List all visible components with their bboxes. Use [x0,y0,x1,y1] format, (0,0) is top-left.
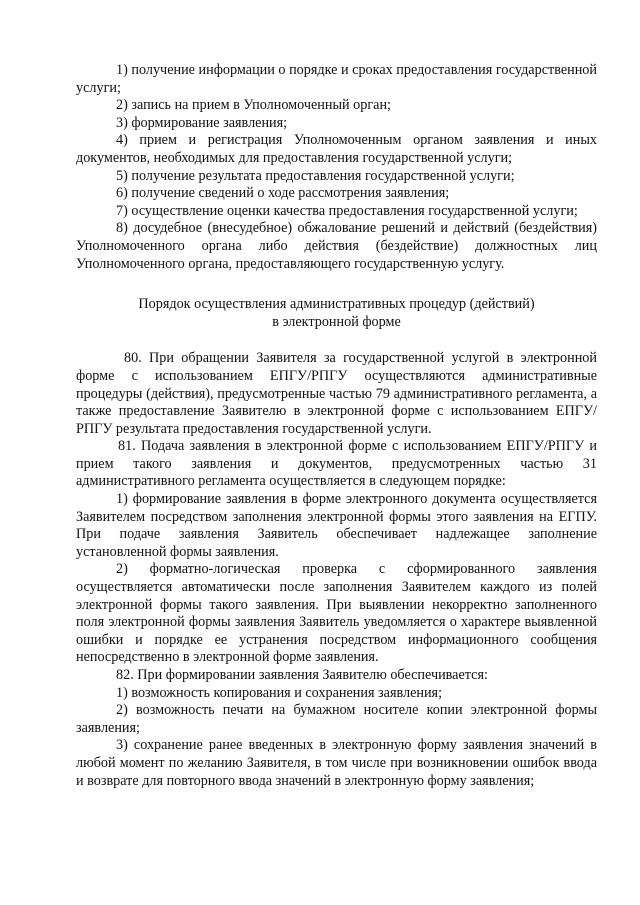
list2-item-1: 1) формирование заявления в форме электронного документа осуществляется Заявителем посредством заполнения электронной формы этого заявления на ЕГПУ. При подаче заявления Заявитель обеспечивает надлежащее заполнение установленной формы заявления. [76,491,597,560]
paragraph-82: 82. При формировании заявления Заявителю обеспечивается: [116,667,488,683]
list1-item-3: 3) формирование заявления; [116,114,288,131]
list1-item-4: 4) прием и регистрация Уполномоченным органом заявления и иных документов, необходимых для предоставления государственной услуги; [76,132,597,166]
list1-item-8: 8) досудебное (внесудебное) обжалование решений и действий (бездействия) Уполномоченного органа либо действия (бездействие) должностных лиц Уполномоченного органа, предоставляющего государственную услугу. [76,220,597,272]
list1-item-5: 5) получение результата предоставления государственной услуги; [116,167,515,184]
list3-item-3: 3) сохранение ранее введенных в электронную форму заявления значений в любой момент по желанию Заявителя, в том числе при возникновении ошибок ввода и возврате для повторного ввода значений в электронную форму заявления; [76,737,597,789]
section-heading [76,296,597,331]
paragraph-81: 81. Подача заявления в электронной форме с использованием ЕПГУ/РПГУ и прием такого заявления и документов, предусмотренных частью 31 административного регламента осуществляется в следующем порядке: [76,438,597,490]
list3-item-2: 2) возможность печати на бумажном носителе копии электронной формы заявления; [76,702,597,736]
list2-item-2: 2) форматно-логическая проверка с сформированного заявления осуществляется автоматически после заполнения Заявителем каждого из полей электронной формы такого заявления. При выявлении некорректно заполненного поля электронной формы заявления Заявитель уведомляется о характере выявленной ошибки и порядке ее устранения посредством информационного сообщения непосредственно в электронной форме заявления. [76,561,597,666]
list1-item-6: 6) получение сведений о ходе рассмотрения заявления; [116,185,450,202]
list1-item-7: 7) осуществление оценки качества предоставления государственной услуги; [116,202,578,219]
list3-item-1: 1) возможность копирования и сохранения заявления; [116,684,443,701]
section-heading-line2: в электронной форме [272,313,401,330]
document-page [76,62,597,790]
list1-item-1: 1) получение информации о порядке и сроках предоставления государственной услуги; [76,62,597,96]
paragraph-80: 80. При обращении Заявителя за государственной услугой в электронной форме с использованием ЕПГУ/РПГУ осуществляются административные процедуры (действия), предусмотренные частью 79 административного регламента, а также предоставление Заявителю в электронной форме с использованием ЕПГУ/РПГУ результата предоставления государственной услуги. [76,350,597,437]
list1-item-2: 2) запись на прием в Уполномоченный орган; [116,97,391,114]
section-heading-line1: Порядок осуществления административных процедур (действий) [138,296,535,313]
